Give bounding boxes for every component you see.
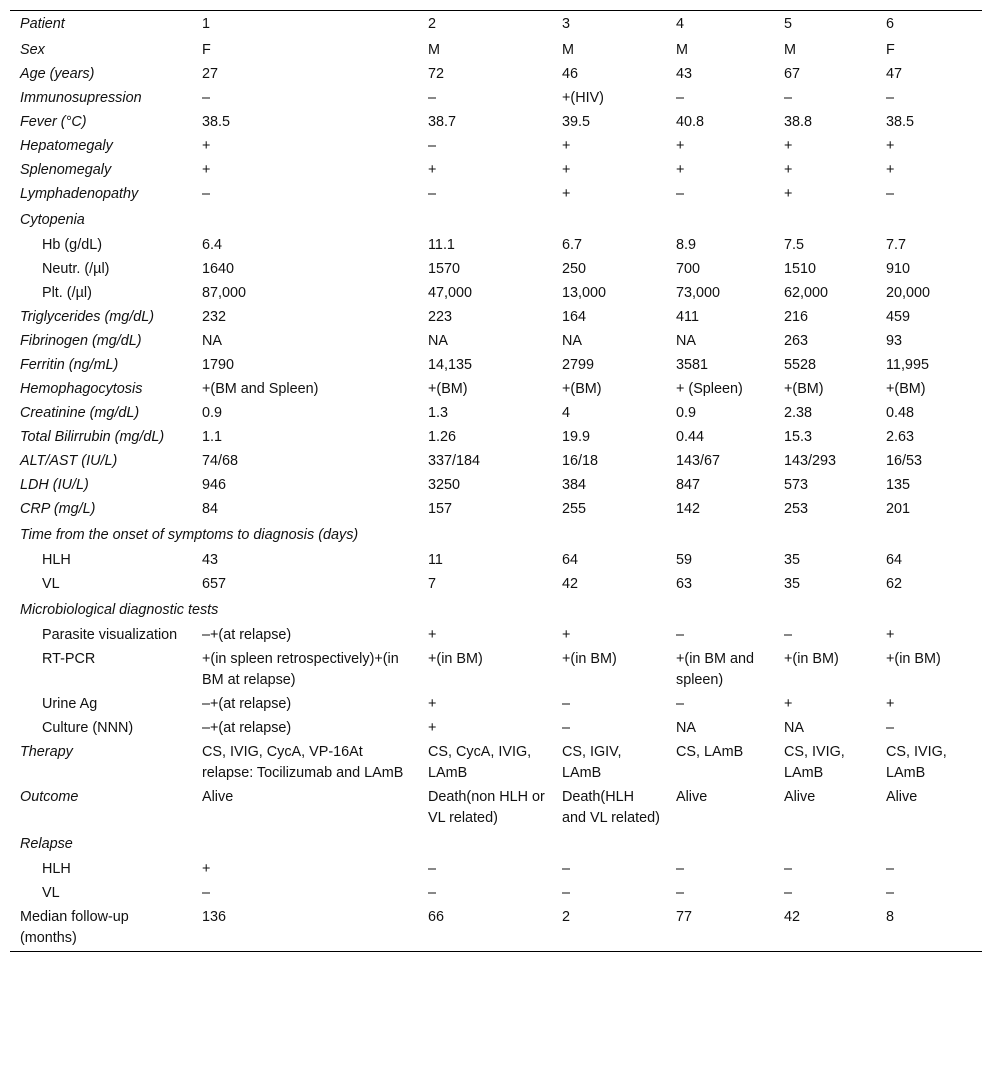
cell-patient-3: M bbox=[562, 42, 574, 58]
cell-patient-3: 164 bbox=[562, 309, 587, 325]
cell-patient-4: + (Spleen) bbox=[676, 381, 743, 397]
row-label: Cytopenia bbox=[20, 212, 85, 228]
table-row bbox=[10, 39, 982, 63]
cell-patient-3: – bbox=[562, 885, 571, 901]
cell-patient-2: Death(non HLH or VL related) bbox=[428, 789, 545, 826]
row-label: Hepatomegaly bbox=[20, 138, 113, 154]
table-row bbox=[10, 858, 982, 882]
cell-patient-6: – bbox=[886, 861, 895, 877]
row-label: Microbiological diagnostic tests bbox=[20, 602, 219, 618]
cell-patient-4: 43 bbox=[676, 66, 693, 82]
row-label: HLH bbox=[42, 552, 71, 568]
row-label: Hb (g/dL) bbox=[42, 237, 102, 253]
row-label: Median follow-up (months) bbox=[20, 909, 129, 946]
table-row bbox=[10, 450, 982, 474]
cell-patient-2: CS, CycA, IVIG, LAmB bbox=[428, 744, 532, 781]
table-row bbox=[10, 234, 982, 258]
cell-patient-6: 8 bbox=[886, 909, 895, 925]
cell-patient-3: +(in BM) bbox=[562, 651, 617, 667]
table-row bbox=[10, 402, 982, 426]
row-label: LDH (IU/L) bbox=[20, 477, 89, 493]
cell-patient-2: 223 bbox=[428, 309, 453, 325]
table-row bbox=[10, 87, 982, 111]
row-label: Total Bilirrubin (mg/dL) bbox=[20, 429, 165, 445]
cell-patient-4: – bbox=[676, 861, 685, 877]
row-label: Urine Ag bbox=[42, 696, 98, 712]
cell-patient-5: 573 bbox=[784, 477, 809, 493]
cell-patient-5: 35 bbox=[784, 552, 801, 568]
row-label: Relapse bbox=[20, 836, 73, 852]
table-row bbox=[10, 741, 982, 786]
cell-patient-5: + bbox=[784, 138, 793, 154]
row-label: Patient bbox=[20, 16, 65, 32]
cell-patient-2: 2 bbox=[428, 16, 437, 32]
cell-patient-3: 13,000 bbox=[562, 285, 607, 301]
cell-patient-1: 27 bbox=[202, 66, 219, 82]
cell-patient-4: 63 bbox=[676, 576, 693, 592]
cell-patient-4: NA bbox=[676, 333, 696, 349]
cell-patient-1: –+(at relapse) bbox=[202, 720, 292, 736]
row-label: Culture (NNN) bbox=[42, 720, 134, 736]
cell-patient-2: NA bbox=[428, 333, 448, 349]
table-row bbox=[10, 426, 982, 450]
table-row bbox=[10, 378, 982, 402]
cell-patient-1: 1640 bbox=[202, 261, 235, 277]
cell-patient-6: 135 bbox=[886, 477, 911, 493]
cell-patient-2: 72 bbox=[428, 66, 445, 82]
cell-patient-3: 16/18 bbox=[562, 453, 599, 469]
cell-patient-2: 1570 bbox=[428, 261, 461, 277]
cell-patient-3: 46 bbox=[562, 66, 579, 82]
cell-patient-3: 39.5 bbox=[562, 114, 591, 130]
table-row bbox=[10, 258, 982, 282]
row-label: Sex bbox=[20, 42, 45, 58]
cell-patient-3: CS, IGIV, LAmB bbox=[562, 744, 622, 781]
table-row bbox=[10, 306, 982, 330]
cell-patient-4: 142 bbox=[676, 501, 701, 517]
row-label: VL bbox=[42, 885, 60, 901]
row-label: Fibrinogen (mg/dL) bbox=[20, 333, 142, 349]
cell-patient-3: – bbox=[562, 720, 571, 736]
cell-patient-5: + bbox=[784, 162, 793, 178]
cell-patient-2: 47,000 bbox=[428, 285, 473, 301]
cell-patient-4: – bbox=[676, 186, 685, 202]
cell-patient-3: – bbox=[562, 861, 571, 877]
cell-patient-6: – bbox=[886, 186, 895, 202]
cell-patient-3: 64 bbox=[562, 552, 579, 568]
cell-patient-2: + bbox=[428, 162, 437, 178]
cell-patient-2: – bbox=[428, 885, 437, 901]
table-row bbox=[10, 597, 982, 624]
cell-patient-2: 7 bbox=[428, 576, 437, 592]
cell-patient-2: 66 bbox=[428, 909, 445, 925]
cell-patient-2: +(BM) bbox=[428, 381, 468, 397]
table-row bbox=[10, 135, 982, 159]
cell-patient-4: 4 bbox=[676, 16, 685, 32]
row-label: Ferritin (ng/mL) bbox=[20, 357, 119, 373]
table-row bbox=[10, 63, 982, 87]
cell-patient-6: 459 bbox=[886, 309, 911, 325]
table-row bbox=[10, 882, 982, 906]
cell-patient-6: 64 bbox=[886, 552, 903, 568]
table-row bbox=[10, 183, 982, 207]
table-body bbox=[10, 11, 982, 952]
cell-patient-4: + bbox=[676, 162, 685, 178]
cell-patient-1: 1.1 bbox=[202, 429, 223, 445]
cell-patient-5: + bbox=[784, 186, 793, 202]
cell-patient-4: 0.44 bbox=[676, 429, 705, 445]
row-label: Lymphadenopathy bbox=[20, 186, 139, 202]
cell-patient-1: –+(at relapse) bbox=[202, 627, 292, 643]
table-row bbox=[10, 11, 982, 40]
cell-patient-1: – bbox=[202, 90, 211, 106]
table-row bbox=[10, 354, 982, 378]
row-label: Neutr. (/µl) bbox=[42, 261, 110, 277]
cell-patient-3: 42 bbox=[562, 576, 579, 592]
cell-patient-1: 0.9 bbox=[202, 405, 223, 421]
cell-patient-4: 700 bbox=[676, 261, 701, 277]
cell-patient-6: 201 bbox=[886, 501, 911, 517]
cell-patient-3: + bbox=[562, 138, 571, 154]
cell-patient-3: 3 bbox=[562, 16, 571, 32]
cell-patient-2: + bbox=[428, 627, 437, 643]
table-row bbox=[10, 207, 982, 234]
cell-patient-6: – bbox=[886, 885, 895, 901]
cell-patient-5: 5528 bbox=[784, 357, 817, 373]
cell-patient-6: 20,000 bbox=[886, 285, 931, 301]
cell-patient-4: 40.8 bbox=[676, 114, 705, 130]
cell-patient-5: CS, IVIG, LAmB bbox=[784, 744, 845, 781]
cell-patient-2: – bbox=[428, 861, 437, 877]
row-label: Hemophagocytosis bbox=[20, 381, 143, 397]
table-row bbox=[10, 693, 982, 717]
cell-patient-1: 38.5 bbox=[202, 114, 231, 130]
cell-patient-3: +(HIV) bbox=[562, 90, 604, 106]
cell-patient-5: +(in BM) bbox=[784, 651, 839, 667]
cell-patient-2: 1.26 bbox=[428, 429, 457, 445]
cell-patient-1: 84 bbox=[202, 501, 219, 517]
cell-patient-3: + bbox=[562, 627, 571, 643]
cell-patient-3: 2799 bbox=[562, 357, 595, 373]
cell-patient-4: 411 bbox=[676, 309, 699, 325]
cell-patient-2: 337/184 bbox=[428, 453, 481, 469]
cell-patient-6: + bbox=[886, 138, 895, 154]
cell-patient-6: 38.5 bbox=[886, 114, 915, 130]
cell-patient-1: 74/68 bbox=[202, 453, 239, 469]
cell-patient-4: 8.9 bbox=[676, 237, 697, 253]
cell-patient-6: 2.63 bbox=[886, 429, 915, 445]
cell-patient-2: – bbox=[428, 138, 437, 154]
row-label: ALT/AST (IU/L) bbox=[20, 453, 118, 469]
cell-patient-5: – bbox=[784, 90, 793, 106]
cell-patient-5: 5 bbox=[784, 16, 793, 32]
cell-patient-6: + bbox=[886, 627, 895, 643]
cell-patient-5: 42 bbox=[784, 909, 801, 925]
cell-patient-5: 253 bbox=[784, 501, 809, 517]
cell-patient-1: 87,000 bbox=[202, 285, 247, 301]
cell-patient-2: 14,135 bbox=[428, 357, 473, 373]
cell-patient-3: 19.9 bbox=[562, 429, 591, 445]
cell-patient-3: 2 bbox=[562, 909, 571, 925]
cell-patient-6: 6 bbox=[886, 16, 895, 32]
cell-patient-1: + bbox=[202, 162, 211, 178]
cell-patient-3: 4 bbox=[562, 405, 571, 421]
cell-patient-1: +(in spleen retrospectively)+(in BM at relapse) bbox=[202, 651, 399, 688]
cell-patient-1: +(BM and Spleen) bbox=[202, 381, 319, 397]
cell-patient-5: 38.8 bbox=[784, 114, 813, 130]
cell-patient-1: + bbox=[202, 138, 211, 154]
cell-patient-6: +(in BM) bbox=[886, 651, 941, 667]
cell-patient-6: CS, IVIG, LAmB bbox=[886, 744, 947, 781]
row-label: Fever (°C) bbox=[20, 114, 87, 130]
cell-patient-5: 143/293 bbox=[784, 453, 837, 469]
cell-patient-2: + bbox=[428, 720, 437, 736]
cell-patient-6: 47 bbox=[886, 66, 903, 82]
cell-patient-1: – bbox=[202, 885, 211, 901]
cell-patient-5: 35 bbox=[784, 576, 801, 592]
patient-characteristics-table bbox=[10, 10, 982, 952]
cell-patient-1: 232 bbox=[202, 309, 227, 325]
cell-patient-4: 77 bbox=[676, 909, 693, 925]
table-row bbox=[10, 282, 982, 306]
cell-patient-1: 43 bbox=[202, 552, 219, 568]
cell-patient-2: 11 bbox=[428, 552, 443, 568]
cell-patient-5: Alive bbox=[784, 789, 816, 805]
cell-patient-5: 67 bbox=[784, 66, 801, 82]
row-label: Triglycerides (mg/dL) bbox=[20, 309, 155, 325]
table-row bbox=[10, 786, 982, 831]
cell-patient-6: + bbox=[886, 162, 895, 178]
table-row bbox=[10, 474, 982, 498]
cell-patient-4: M bbox=[676, 42, 688, 58]
row-label: Immunosupression bbox=[20, 90, 142, 106]
row-label: Outcome bbox=[20, 789, 79, 805]
table-row bbox=[10, 159, 982, 183]
cell-patient-5: – bbox=[784, 885, 793, 901]
cell-patient-3: NA bbox=[562, 333, 582, 349]
cell-patient-4: +(in BM and spleen) bbox=[676, 651, 754, 688]
cell-patient-5: 62,000 bbox=[784, 285, 829, 301]
table-row bbox=[10, 498, 982, 522]
cell-patient-4: + bbox=[676, 138, 685, 154]
cell-patient-1: NA bbox=[202, 333, 222, 349]
cell-patient-6: 16/53 bbox=[886, 453, 923, 469]
cell-patient-2: 157 bbox=[428, 501, 453, 517]
cell-patient-3: – bbox=[562, 696, 571, 712]
cell-patient-4: – bbox=[676, 696, 685, 712]
cell-patient-4: 847 bbox=[676, 477, 701, 493]
cell-patient-4: 0.9 bbox=[676, 405, 697, 421]
cell-patient-2: 38.7 bbox=[428, 114, 457, 130]
cell-patient-2: 11.1 bbox=[428, 237, 455, 253]
cell-patient-5: 1510 bbox=[784, 261, 817, 277]
table-row bbox=[10, 906, 982, 952]
cell-patient-6: – bbox=[886, 720, 895, 736]
cell-patient-6: 62 bbox=[886, 576, 903, 592]
cell-patient-4: 143/67 bbox=[676, 453, 721, 469]
cell-patient-4: – bbox=[676, 90, 685, 106]
cell-patient-1: 946 bbox=[202, 477, 227, 493]
cell-patient-6: 11,995 bbox=[886, 357, 929, 373]
cell-patient-2: – bbox=[428, 186, 437, 202]
cell-patient-4: Alive bbox=[676, 789, 708, 805]
row-label: Plt. (/µl) bbox=[42, 285, 92, 301]
cell-patient-6: 910 bbox=[886, 261, 911, 277]
cell-patient-3: 384 bbox=[562, 477, 587, 493]
cell-patient-2: M bbox=[428, 42, 440, 58]
cell-patient-5: 15.3 bbox=[784, 429, 813, 445]
table-row bbox=[10, 717, 982, 741]
cell-patient-6: 7.7 bbox=[886, 237, 907, 253]
table-row bbox=[10, 831, 982, 858]
table-row bbox=[10, 573, 982, 597]
table-row bbox=[10, 624, 982, 648]
cell-patient-3: +(BM) bbox=[562, 381, 602, 397]
row-label: Splenomegaly bbox=[20, 162, 112, 178]
cell-patient-3: 6.7 bbox=[562, 237, 583, 253]
cell-patient-5: 2.38 bbox=[784, 405, 813, 421]
cell-patient-5: + bbox=[784, 696, 793, 712]
table-row bbox=[10, 522, 982, 549]
cell-patient-3: Death(HLH and VL related) bbox=[562, 789, 660, 826]
cell-patient-6: – bbox=[886, 90, 895, 106]
cell-patient-6: 0.48 bbox=[886, 405, 915, 421]
cell-patient-6: F bbox=[886, 42, 895, 58]
cell-patient-4: 3581 bbox=[676, 357, 709, 373]
cell-patient-3: + bbox=[562, 162, 571, 178]
cell-patient-1: + bbox=[202, 861, 211, 877]
cell-patient-1: 6.4 bbox=[202, 237, 223, 253]
cell-patient-4: CS, LAmB bbox=[676, 744, 744, 760]
cell-patient-6: Alive bbox=[886, 789, 918, 805]
cell-patient-3: 255 bbox=[562, 501, 587, 517]
cell-patient-5: +(BM) bbox=[784, 381, 824, 397]
cell-patient-5: – bbox=[784, 627, 793, 643]
cell-patient-3: + bbox=[562, 186, 571, 202]
table-row bbox=[10, 648, 982, 693]
table-row bbox=[10, 330, 982, 354]
cell-patient-4: 73,000 bbox=[676, 285, 721, 301]
row-label: Parasite visualization bbox=[42, 627, 178, 643]
cell-patient-4: – bbox=[676, 885, 685, 901]
row-label: Creatinine (mg/dL) bbox=[20, 405, 140, 421]
row-label: HLH bbox=[42, 861, 71, 877]
cell-patient-6: 93 bbox=[886, 333, 903, 349]
cell-patient-4: – bbox=[676, 627, 685, 643]
cell-patient-5: 216 bbox=[784, 309, 809, 325]
cell-patient-2: 1.3 bbox=[428, 405, 449, 421]
cell-patient-1: 657 bbox=[202, 576, 227, 592]
cell-patient-1: Alive bbox=[202, 789, 234, 805]
cell-patient-1: CS, IVIG, CycA, VP-16At relapse: Tocilizumab and LAmB bbox=[202, 744, 404, 781]
cell-patient-1: –+(at relapse) bbox=[202, 696, 292, 712]
cell-patient-5: M bbox=[784, 42, 796, 58]
row-label: CRP (mg/L) bbox=[20, 501, 96, 517]
cell-patient-1: F bbox=[202, 42, 211, 58]
cell-patient-4: NA bbox=[676, 720, 696, 736]
cell-patient-2: +(in BM) bbox=[428, 651, 483, 667]
cell-patient-4: 59 bbox=[676, 552, 693, 568]
cell-patient-2: + bbox=[428, 696, 437, 712]
table-row bbox=[10, 549, 982, 573]
cell-patient-6: + bbox=[886, 696, 895, 712]
cell-patient-5: – bbox=[784, 861, 793, 877]
cell-patient-3: 250 bbox=[562, 261, 587, 277]
cell-patient-1: 1790 bbox=[202, 357, 235, 373]
cell-patient-5: 7.5 bbox=[784, 237, 805, 253]
cell-patient-1: 1 bbox=[202, 16, 211, 32]
table-row bbox=[10, 111, 982, 135]
row-label: RT-PCR bbox=[42, 651, 96, 667]
row-label: Age (years) bbox=[20, 66, 95, 82]
cell-patient-5: 263 bbox=[784, 333, 809, 349]
cell-patient-2: – bbox=[428, 90, 437, 106]
row-label: VL bbox=[42, 576, 60, 592]
cell-patient-1: – bbox=[202, 186, 211, 202]
cell-patient-1: 136 bbox=[202, 909, 227, 925]
cell-patient-5: NA bbox=[784, 720, 804, 736]
row-label: Therapy bbox=[20, 744, 73, 760]
row-label: Time from the onset of symptoms to diagnosis (days) bbox=[20, 527, 359, 543]
cell-patient-2: 3250 bbox=[428, 477, 461, 493]
cell-patient-6: +(BM) bbox=[886, 381, 926, 397]
